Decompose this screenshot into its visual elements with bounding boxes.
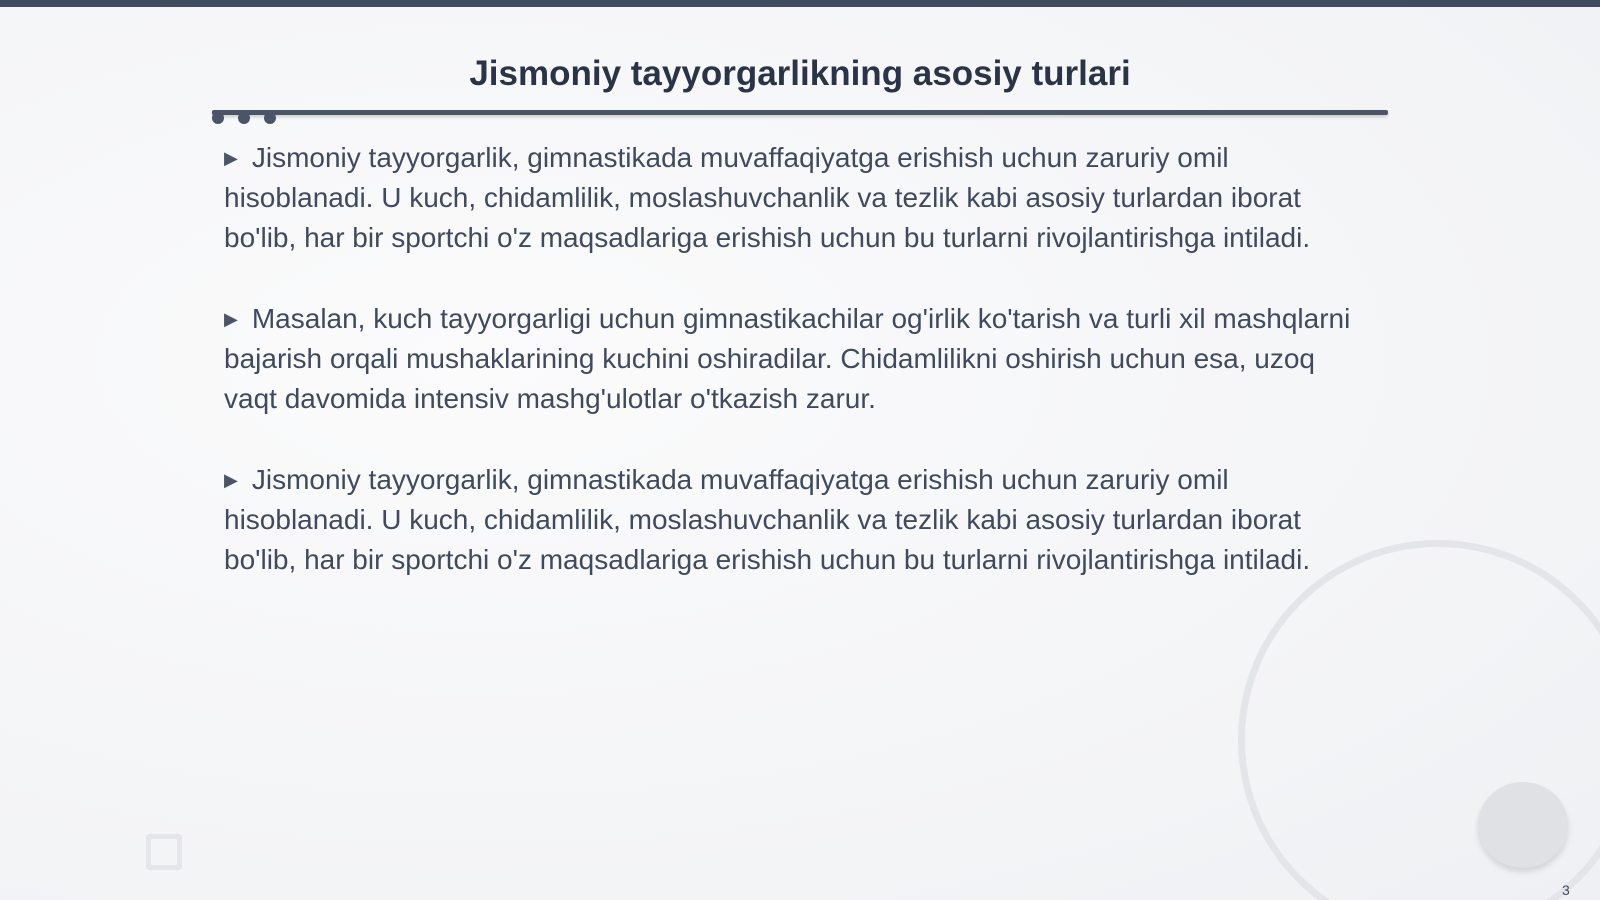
bullet-list	[224, 138, 1354, 621]
bullet-arrow-icon: ▶	[224, 148, 238, 168]
bullet-arrow-icon: ▶	[224, 470, 238, 490]
dot-icon	[264, 112, 276, 124]
bullet-text: Jismoniy tayyorgarlik, gimnastikada muvaffaqiyatga erishish uchun zaruriy omil hisoblanadi. U kuch, chidamlilik, moslashuvchanlik va tezlik kabi asosiy turlardan iborat bo'lib, har bir sportchi o'z maqsadlariga erishish uchun bu turlarni rivojlantirishga intiladi.	[224, 464, 1311, 575]
top-accent-bar	[0, 0, 1600, 7]
bullet-paragraph	[224, 138, 1354, 258]
bullet-paragraph	[224, 299, 1354, 419]
page-number: 3	[1562, 882, 1570, 898]
bullet-paragraph	[224, 460, 1354, 580]
title-underline	[212, 110, 1388, 115]
decorative-square	[146, 834, 182, 870]
dot-icon	[212, 112, 224, 124]
bullet-arrow-icon: ▶	[224, 309, 238, 329]
dot-icon	[238, 112, 250, 124]
title-dots-decoration	[212, 112, 282, 126]
bullet-text: Masalan, kuch tayyorgarligi uchun gimnastikachilar og'irlik ko'tarish va turli xil mashqlarni bajarish orqali mushaklarining kuchini oshiradilar. Chidamlilikni oshirish uchun esa, uzoq vaqt davomida intensiv mashg'ulotlar o'tkazish zarur.	[224, 303, 1351, 414]
bullet-text: Jismoniy tayyorgarlik, gimnastikada muvaffaqiyatga erishish uchun zaruriy omil hisoblanadi. U kuch, chidamlilik, moslashuvchanlik va tezlik kabi asosiy turlardan iborat bo'lib, har bir sportchi o'z maqsadlariga erishish uchun bu turlarni rivojlantirishga intiladi.	[224, 142, 1311, 253]
slide-title: Jismoniy tayyorgarlikning asosiy turlari	[469, 54, 1131, 93]
decorative-circle	[1478, 782, 1568, 868]
